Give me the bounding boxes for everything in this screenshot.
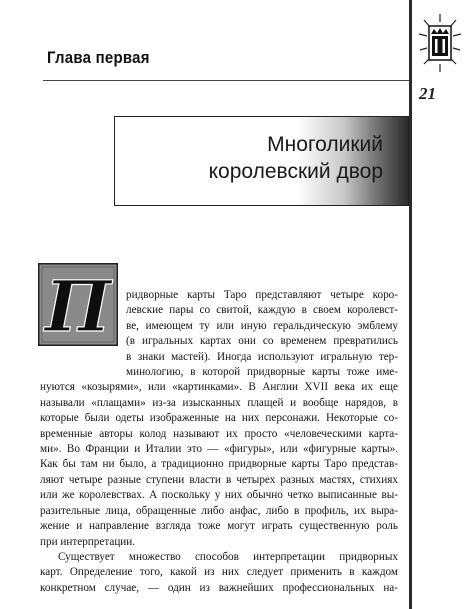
- text-line: которые были одеты изображенные на них персонажи. Некоторые со-: [40, 412, 398, 425]
- text-line: нуются «козырями», или «картинками». В Англии XVII века их еще: [40, 381, 398, 394]
- chapter-label: Глава первая: [47, 48, 150, 67]
- chapter-title: [115, 131, 383, 185]
- text-line: левские пары со свитой, каждую в своем королевст-: [126, 304, 398, 317]
- text-line: Как бы там ни было, а традиционно придворные карты Таро представ-: [40, 458, 398, 471]
- chapter-rule: [43, 80, 409, 81]
- text-line: ми». Во Франции и Италии это — «фигуры», или «фигурные карты».: [40, 443, 398, 456]
- text-line: минологию, в которой придворные карты тоже име-: [126, 366, 398, 379]
- page-number: 21: [419, 84, 436, 103]
- text-line: ве, имеющем ту или иную геральдическую эмблему: [126, 319, 398, 332]
- text-line: при интерпретации.: [40, 535, 136, 548]
- text-line: жение и направление взгляда тоже могут играть существенную роль: [40, 520, 398, 533]
- text-line: карт. Определение того, какой из них следует применить в каждом: [40, 566, 398, 579]
- text-line: конкретном случае, — один из важнейших профессиональных на-: [40, 581, 398, 594]
- text-line: называли «плащами» из-за изысканных плащей и вообще нарядов, в: [40, 396, 398, 409]
- margin-rule: [409, 0, 412, 609]
- text-line: или же королевствах. А поскольку у них обычно четко выписанные вы-: [40, 489, 398, 502]
- text-line: ляют четыре разные ступени власти в четырех разных мастях, стихиях: [40, 473, 398, 486]
- text-line: в знаки мастей). Иногда используют игральную тер-: [126, 350, 398, 363]
- chapter-title-line-2: королевский двор: [208, 160, 383, 183]
- text-line: (в игральных картах они со временем превратились: [126, 335, 398, 348]
- text-line: временные авторы колод называют их просто «человеческими карта-: [40, 427, 398, 440]
- text-line: ридворные карты Таро представляют четыре коро-: [126, 289, 398, 301]
- chapter-title-box: [114, 116, 409, 206]
- crown-emblem-icon: [418, 12, 462, 74]
- text-line: разительные лица, обращенные либо анфас, либо в профиль, их выра-: [40, 504, 398, 517]
- svg-text:П: П: [44, 265, 112, 346]
- chapter-title-line-1: Многоликий: [267, 133, 383, 156]
- text-line: Существует множество способов интерпретации придворных: [58, 550, 398, 563]
- body-text: [40, 288, 398, 596]
